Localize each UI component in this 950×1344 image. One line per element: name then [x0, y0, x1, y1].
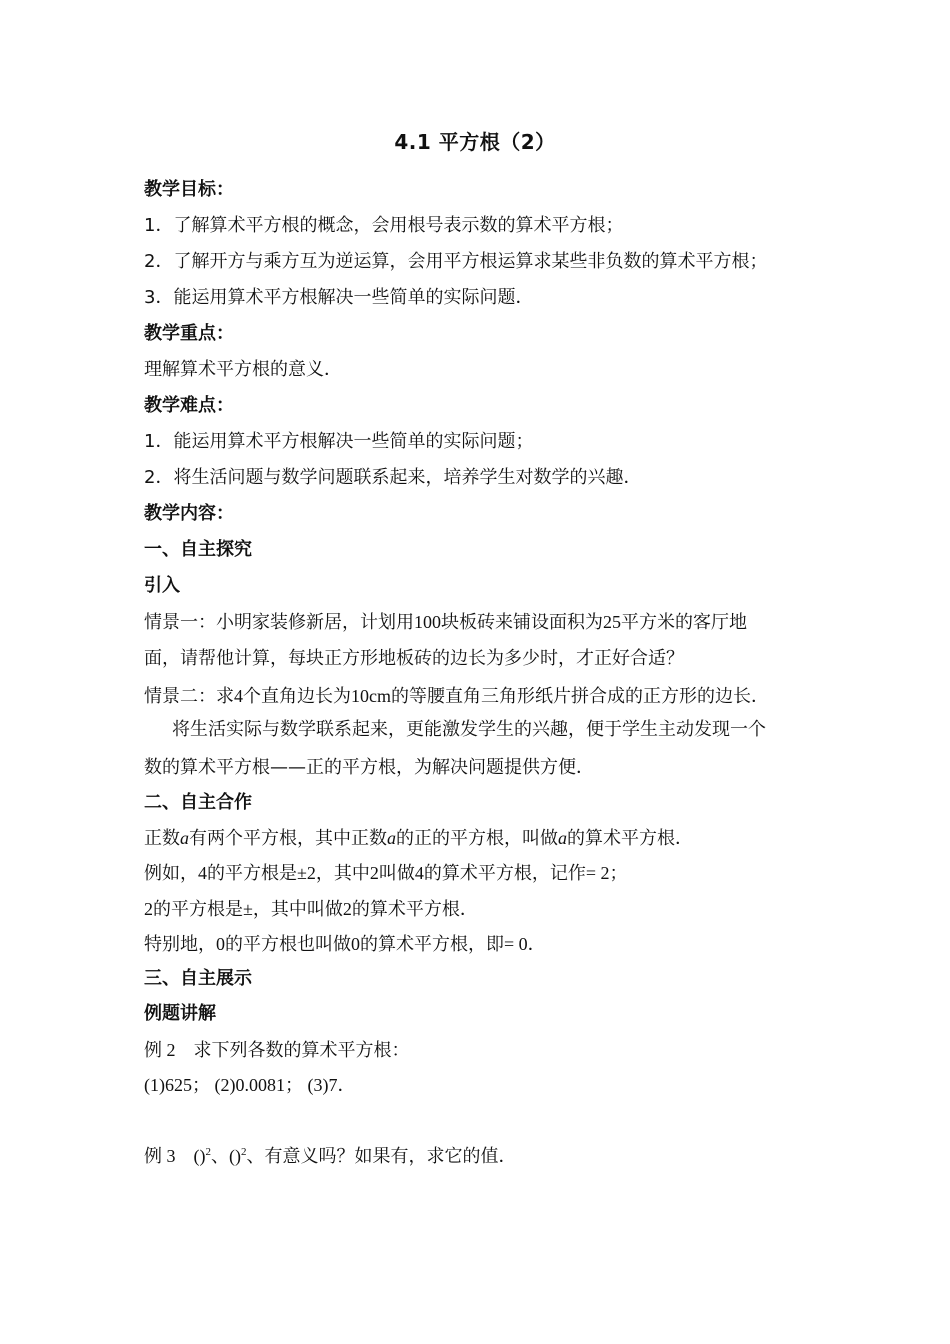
special-number: 0 — [351, 934, 360, 954]
scene-2-text-a: 情景二：求 — [144, 686, 234, 707]
objective-2: 2．了解开方与乘方互为逆运算，会用平方根运算求某些非负数的算术平方根； — [144, 251, 768, 272]
example-2-items: (1)625； (2)0.0081； (3)7． — [144, 1075, 356, 1095]
special-equation: = 0 — [504, 934, 528, 954]
difficulty-1: 1．能运用算术平方根解决一些简单的实际问题； — [144, 431, 534, 452]
content-heading: 教学内容： — [144, 503, 234, 524]
special-text-c: 的算术平方根，即 — [360, 934, 504, 955]
example-text-d: 叫做 — [378, 863, 415, 884]
example-equation: = 2 — [585, 863, 610, 883]
scene-2-line — [144, 684, 769, 709]
example-3-text: 、有意义吗？如果有，求它的值． — [246, 1146, 517, 1167]
special-text-b: 的平方根也叫做 — [225, 934, 351, 955]
scene-1-number-area: 25 — [603, 612, 621, 632]
definition-text-b: 有两个平方根，其中正数 — [189, 828, 387, 849]
special-text-d: ． — [527, 934, 546, 955]
variable-a: a — [180, 828, 189, 848]
example-text-b: ，其中叫做 — [252, 899, 343, 920]
expression-2: () — [229, 1146, 241, 1166]
example-number: 2 — [369, 863, 379, 883]
scene-1-text-a: 情景一：小明家装修新居，计划用 — [144, 612, 414, 633]
example-number: ±2 — [297, 863, 316, 883]
key-point-1: 理解算术平方根的意义． — [144, 359, 342, 380]
example-3-label: 例 3 — [144, 1146, 176, 1166]
example-text-c: ，其中 — [315, 863, 370, 884]
key-points-heading: 教学重点： — [144, 323, 234, 344]
scene-2-text-b: 个直角边长为 — [243, 686, 351, 707]
example-text-f: ； — [609, 863, 628, 884]
definition-line — [144, 826, 693, 851]
difficulties-heading: 教学难点： — [144, 395, 234, 416]
scene-2-number-count: 4 — [234, 686, 243, 706]
variable-a: a — [387, 828, 396, 848]
definition-text-d: 的算术平方根． — [567, 828, 693, 849]
expression-1: () — [193, 1146, 206, 1166]
example-line-2 — [144, 897, 478, 922]
definition-text-c: 的正的平方根，叫做 — [396, 828, 558, 849]
paragraph-line-1: 将生活实际与数学联系起来，更能激发学生的兴趣，便于学生主动发现一个 — [172, 719, 766, 740]
special-case-line — [144, 932, 546, 957]
example-3-line — [144, 1144, 517, 1169]
special-text-a: 特别地， — [144, 934, 216, 955]
exponent: 2 — [241, 1146, 247, 1158]
scene-1-number-tiles: 100 — [414, 612, 441, 632]
difficulty-2: 2．将生活问题与数学问题联系起来，培养学生对数学的兴趣． — [144, 467, 642, 488]
scene-2-number-length: 10cm — [351, 686, 391, 706]
example-text-c: 的算术平方根． — [351, 899, 478, 920]
page-title: 4.1 平方根（2） — [394, 130, 556, 154]
example-symbol: ± — [243, 899, 253, 919]
variable-a: a — [558, 828, 567, 848]
section-1-heading: 一、自主探究 — [144, 539, 252, 560]
example-2-text: 求下列各数的算术平方根： — [193, 1040, 410, 1061]
intro-heading: 引入 — [144, 575, 180, 596]
separator: 、 — [211, 1146, 229, 1167]
example-line-1 — [144, 861, 628, 886]
example-text-a: 的平方根是 — [153, 899, 243, 920]
section-3-heading: 三、自主展示 — [144, 968, 252, 989]
objectives-heading: 教学目标： — [144, 179, 234, 200]
example-text-e: 的算术平方根，记作 — [423, 863, 586, 884]
paragraph-line-2: 数的算术平方根——正的平方根，为解决问题提供方便． — [144, 757, 594, 778]
example-2-label: 例 2 — [144, 1040, 176, 1060]
example-number: 4 — [414, 863, 424, 883]
examples-heading: 例题讲解 — [144, 1003, 216, 1024]
example-number: 2 — [144, 899, 153, 919]
example-number: 2 — [342, 899, 352, 919]
scene-1-line-2: 面，请帮他计算，每块正方形地板砖的边长为多少时，才正好合适？ — [144, 648, 684, 669]
scene-1-line-1 — [144, 610, 747, 635]
objective-1: 1．了解算术平方根的概念，会用根号表示数的算术平方根； — [144, 215, 624, 236]
objective-3: 3．能运用算术平方根解决一些简单的实际问题． — [144, 287, 534, 308]
example-text-b: 的平方根是 — [207, 863, 297, 884]
example-number: 4 — [198, 863, 207, 883]
special-number: 0 — [216, 934, 225, 954]
example-2-line — [144, 1038, 410, 1063]
definition-text-a: 正数 — [144, 828, 180, 849]
scene-1-text-b: 块板砖来铺设面积为 — [441, 612, 603, 633]
scene-1-text-c: 平方米的客厅地 — [621, 612, 747, 633]
exponent: 2 — [205, 1146, 211, 1158]
example-text-a: 例如， — [144, 863, 198, 884]
section-2-heading: 二、自主合作 — [144, 792, 252, 813]
scene-2-text-c: 的等腰直角三角形纸片拼合成的正方形的边长． — [391, 686, 769, 707]
